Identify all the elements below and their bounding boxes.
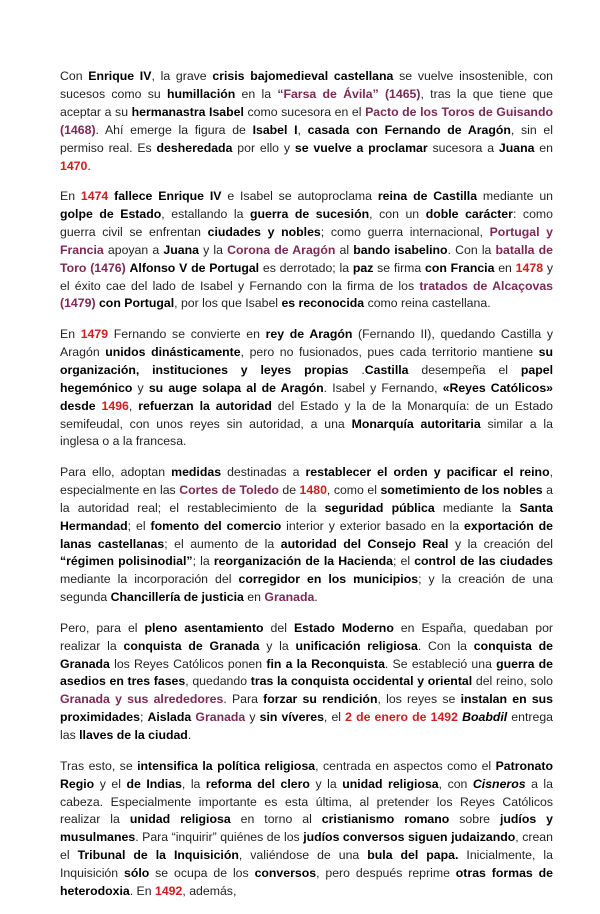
highlight-red-run: 1478 [515, 260, 544, 275]
text-run: sucesora a [427, 140, 499, 155]
text-run: . Para [223, 692, 264, 707]
bold-run: “régimen polisinodial” [60, 554, 193, 569]
text-run: . Isabel y Fernando, [323, 380, 443, 395]
text-run: . Se estableció una [384, 656, 497, 671]
text-run: en [534, 140, 553, 155]
text-run: , estallando la [161, 206, 251, 221]
text-run: , especialmente en las [60, 464, 553, 497]
bold-run: instalan en sus proximidades [60, 692, 554, 725]
text-run: y la [198, 242, 228, 257]
bold-run: paz [352, 260, 374, 275]
bold-italic-run: Cisneros [472, 776, 526, 791]
text-run: mediante un [477, 189, 554, 204]
bold-run: seguridad pública [324, 500, 435, 515]
bold-run: reorganización de la Hacienda [213, 554, 393, 569]
bold-run: Isabel I [252, 122, 298, 137]
text-run: a la cabeza. Especialmente importante es esta última, al pretender los Reyes Católicos realizar la [60, 776, 554, 827]
highlight-purple-run: Portugal y Francia [60, 224, 553, 257]
text-run: y [245, 710, 260, 725]
text-run: , pero después reprime [316, 866, 456, 881]
bold-run: Santa Hermandad [60, 500, 553, 533]
text-run: Inicialmente, la Inquisición [60, 848, 553, 881]
text-run: se vuelve insostenible, con sucesos como su [60, 69, 554, 101]
bold-run: exportación de lanas castellanas [60, 518, 553, 551]
text-run: , la [181, 776, 206, 791]
text-run: en [243, 590, 265, 605]
bold-run: guerra de sucesión [250, 206, 370, 221]
highlight-purple-run: Cortes de Toledo [179, 482, 279, 497]
bold-run: su organización, instituciones y leyes propias [60, 344, 554, 377]
bold-run: reforma del clero [205, 776, 310, 791]
text-run: , crean el [60, 830, 553, 863]
bold-run: Enrique IV [88, 69, 152, 83]
text-run: y [132, 380, 149, 395]
text-run: y la [309, 776, 343, 791]
text-run: . [87, 158, 91, 173]
text-run: y la creación del [448, 536, 553, 551]
bold-run: Chancillería de justicia [110, 590, 244, 605]
text-run: ; y la creación de una segunda [60, 572, 553, 605]
text-run: al [335, 242, 354, 257]
text-run: en [494, 260, 516, 275]
paragraph-4 [60, 464, 553, 607]
bold-run: Alfonso V de Portugal [129, 260, 260, 275]
highlight-purple-run: “Farsa de Ávila” (1465) [277, 86, 421, 101]
bold-run: golpe de Estado [60, 206, 162, 221]
bold-run: Aislada [147, 710, 192, 725]
text-run: los Reyes Católicos ponen [109, 656, 267, 671]
bold-run: de Indias [126, 776, 182, 791]
bold-run: ciudades y nobles [207, 224, 321, 239]
text-run: en España, quedaban por realizar la [60, 620, 554, 653]
text-run: apoyan a [103, 242, 164, 257]
text-run: , la grave [151, 69, 213, 83]
bold-run: fallece Enrique IV [114, 189, 222, 204]
text-run: , tras la que tiene que aceptar a su [60, 86, 553, 119]
text-run: es derrotado; la [259, 260, 353, 275]
highlight-purple-run: Corona de Aragón [227, 242, 336, 257]
bold-run: medidas [171, 464, 222, 479]
text-run: . [348, 362, 365, 377]
text-run: , quedando [185, 674, 251, 689]
bold-run: autoridad del Consejo Real [280, 536, 449, 551]
text-run: como sucesora en el [243, 104, 366, 119]
text-run: . Ahí emerge la figura de [95, 122, 253, 137]
bold-run: Juana [498, 140, 535, 155]
bold-run: control de las ciudades [414, 554, 554, 569]
text-run: , sin el permiso real. Es [60, 122, 553, 155]
text-run: . Para “inquirir” quiénes de los [135, 830, 304, 845]
bold-run: corregidor en los municipios [238, 572, 419, 587]
bold-run: sólo [123, 866, 150, 881]
bold-run: Monarquía autoritaria [351, 416, 481, 431]
bold-run: Juana [163, 242, 199, 257]
text-run: Con [60, 69, 89, 83]
text-run: Pero, para el [60, 620, 145, 635]
text-run: Tras esto, se [60, 758, 138, 773]
bold-run: Castilla [364, 362, 409, 377]
text-run: , los reyes se [377, 692, 461, 707]
text-run: similar a la inglesa o a la francesa. [60, 416, 554, 449]
highlight-red-run: 2 de enero de 1492 [345, 710, 458, 725]
bold-run: sometimiento de los nobles [380, 482, 543, 497]
text-run: , el [323, 710, 346, 725]
bold-run: judíos conversos siguen judaizando [303, 830, 516, 845]
text-run: e Isabel se autoproclama [221, 189, 378, 204]
bold-run: crisis bajomedieval castellana [212, 69, 394, 83]
bold-run: sin víveres [259, 710, 324, 725]
bold-run: pleno asentamiento [144, 620, 264, 635]
text-run: se ocupa de los [149, 866, 255, 881]
bold-run: guerra de asedios en tres fases [60, 656, 553, 689]
bold-run: humillación [166, 86, 236, 101]
bold-run: otras formas de heterodoxia [60, 866, 553, 899]
text-run: de [278, 482, 300, 497]
bold-run: Estado Moderno [293, 620, 394, 635]
highlight-red-run: 1480 [299, 482, 327, 497]
text-run: se firma [373, 260, 426, 275]
text-run: interior y exterior basado en la [281, 518, 465, 533]
bold-run: cristianismo romano [321, 812, 450, 827]
bold-run: hermanastra Isabel [131, 104, 244, 119]
paragraph-6 [60, 758, 553, 901]
bold-run: fomento del comercio [150, 518, 282, 533]
text-run: , por los que Isabel [174, 296, 282, 311]
text-run: a la autoridad real; el restablecimiento de la [60, 482, 553, 515]
bold-run: Tribunal de la Inquisición [77, 848, 239, 863]
highlight-red-run: 1470 [60, 158, 88, 173]
paragraph-5 [60, 620, 553, 745]
text-run: . Con la [417, 638, 474, 653]
bold-run: conquista de Granada [60, 638, 554, 671]
highlight-purple-run: Granada [264, 590, 315, 605]
text-run: mediante la incorporación del [60, 572, 239, 587]
text-run: (Fernando II), quedando Castilla y Aragón [60, 326, 553, 359]
highlight-purple-run: Granada [195, 710, 246, 725]
text-run: ; como guerra internacional, [320, 224, 490, 239]
text-run: . [314, 590, 318, 605]
text-run: , [297, 122, 308, 137]
bold-run: Patronato Regio [60, 758, 553, 791]
text-run: . Con la [447, 242, 496, 257]
bold-run: doble carácter [425, 206, 513, 221]
text-run: , valiéndose de una [238, 848, 368, 863]
bold-run: judíos y musulmanes [60, 812, 553, 845]
highlight-purple-run: tratados de Alcaçovas (1479) [60, 278, 553, 311]
text-run: . En [129, 884, 155, 899]
text-run: , además, [182, 884, 237, 899]
text-run: , con un [369, 206, 426, 221]
text-run: por ello y [232, 140, 295, 155]
highlight-red-run: 1496 [101, 398, 129, 413]
text-run: : como guerra civil se enfrentan [60, 206, 553, 239]
bold-run: bula del papa. [367, 848, 459, 863]
bold-run: se vuelve a proclamar [294, 140, 428, 155]
bold-run: «Reyes Católicos» desde [60, 380, 553, 413]
text-run: , [128, 398, 139, 413]
bold-run: casada con Fernando de Aragón [307, 122, 511, 137]
bold-run: conquista de Granada [123, 638, 260, 653]
bold-run: intensifica la política religiosa [137, 758, 316, 773]
bold-run: unidad religiosa [342, 776, 439, 791]
bold-run: conversos [254, 866, 317, 881]
bold-run: su auge solapa al de Aragón [148, 380, 324, 395]
bold-run: es reconocida [281, 296, 365, 311]
text-run: y el éxito cae del lado de Isabel y Fernando con la firma de los [60, 260, 553, 293]
document-page [60, 68, 553, 914]
text-run: sobre [449, 812, 500, 827]
bold-run: bando isabelino [353, 242, 448, 257]
highlight-red-run: 1474 [80, 189, 109, 204]
text-run: del [263, 620, 294, 635]
text-run: mediante la [434, 500, 520, 515]
highlight-red-run: 1492 [155, 884, 183, 899]
bold-run: con Portugal [98, 296, 175, 311]
text-run: . [187, 728, 192, 743]
text-run: Fernando se convierte en [108, 326, 266, 341]
text-run: entrega las [60, 710, 554, 743]
text-run: En [60, 189, 81, 204]
text-run: desempeña el [408, 362, 521, 377]
text-run: , como el [326, 482, 381, 497]
bold-run: unidos dinásticamente [105, 344, 241, 359]
text-run: , con [438, 776, 473, 791]
bold-italic-run: Boabdil [462, 710, 508, 725]
highlight-red-run: 1479 [80, 326, 109, 341]
text-run: ; el [127, 518, 151, 533]
text-run: , centrada en aspectos como el [315, 758, 496, 773]
paragraph-3 [60, 326, 553, 451]
text-run: ; [139, 710, 148, 725]
text-run: ; el [392, 554, 415, 569]
bold-run: unidad religiosa [129, 812, 231, 827]
bold-run: llaves de la ciudad [79, 728, 188, 743]
text-run: en la [235, 86, 278, 101]
bold-run: restablecer el orden y pacificar el reino [305, 464, 550, 479]
text-run: del Estado y la de la Monarquía: de un Estado semifeudal, con unos reyes sin autoridad, a una [60, 398, 553, 431]
bold-run: con Francia [425, 260, 495, 275]
bold-run: rey de Aragón [265, 326, 353, 341]
bold-run: refuerzan la autoridad [138, 398, 272, 413]
text-run: y el [94, 776, 127, 791]
paragraph-2 [60, 188, 553, 313]
text-run: como reina castellana. [364, 296, 491, 311]
bold-run: desheredada [156, 140, 233, 155]
bold-run: reina de Castilla [377, 189, 478, 204]
bold-run: unificación religiosa [295, 638, 418, 653]
bold-run: tras la conquista occidental y oriental [250, 674, 473, 689]
bold-run: papel hegemónico [60, 362, 553, 395]
text-run: destinadas a [221, 464, 306, 479]
text-run: en torno al [230, 812, 322, 827]
highlight-purple-run: batalla de Toro (1476) [60, 242, 553, 275]
highlight-purple-run: Granada y sus alrededores [60, 692, 224, 707]
text-run: y la [259, 638, 296, 653]
bold-run: fin a la Reconquista [266, 656, 385, 671]
bold-run: forzar su rendición [263, 692, 378, 707]
text-run: Para ello, adoptan [60, 464, 172, 479]
paragraph-1 [60, 68, 553, 175]
highlight-purple-run: Pacto de los Toros de Guisando (1468) [60, 104, 553, 137]
text-run: ; la [192, 554, 214, 569]
text-run: ; el aumento de la [164, 536, 281, 551]
text-run: En [60, 326, 81, 341]
text-run: , pero no fusionados, pues cada territorio mantiene [240, 344, 539, 359]
text-run: del reino, solo [472, 674, 553, 689]
